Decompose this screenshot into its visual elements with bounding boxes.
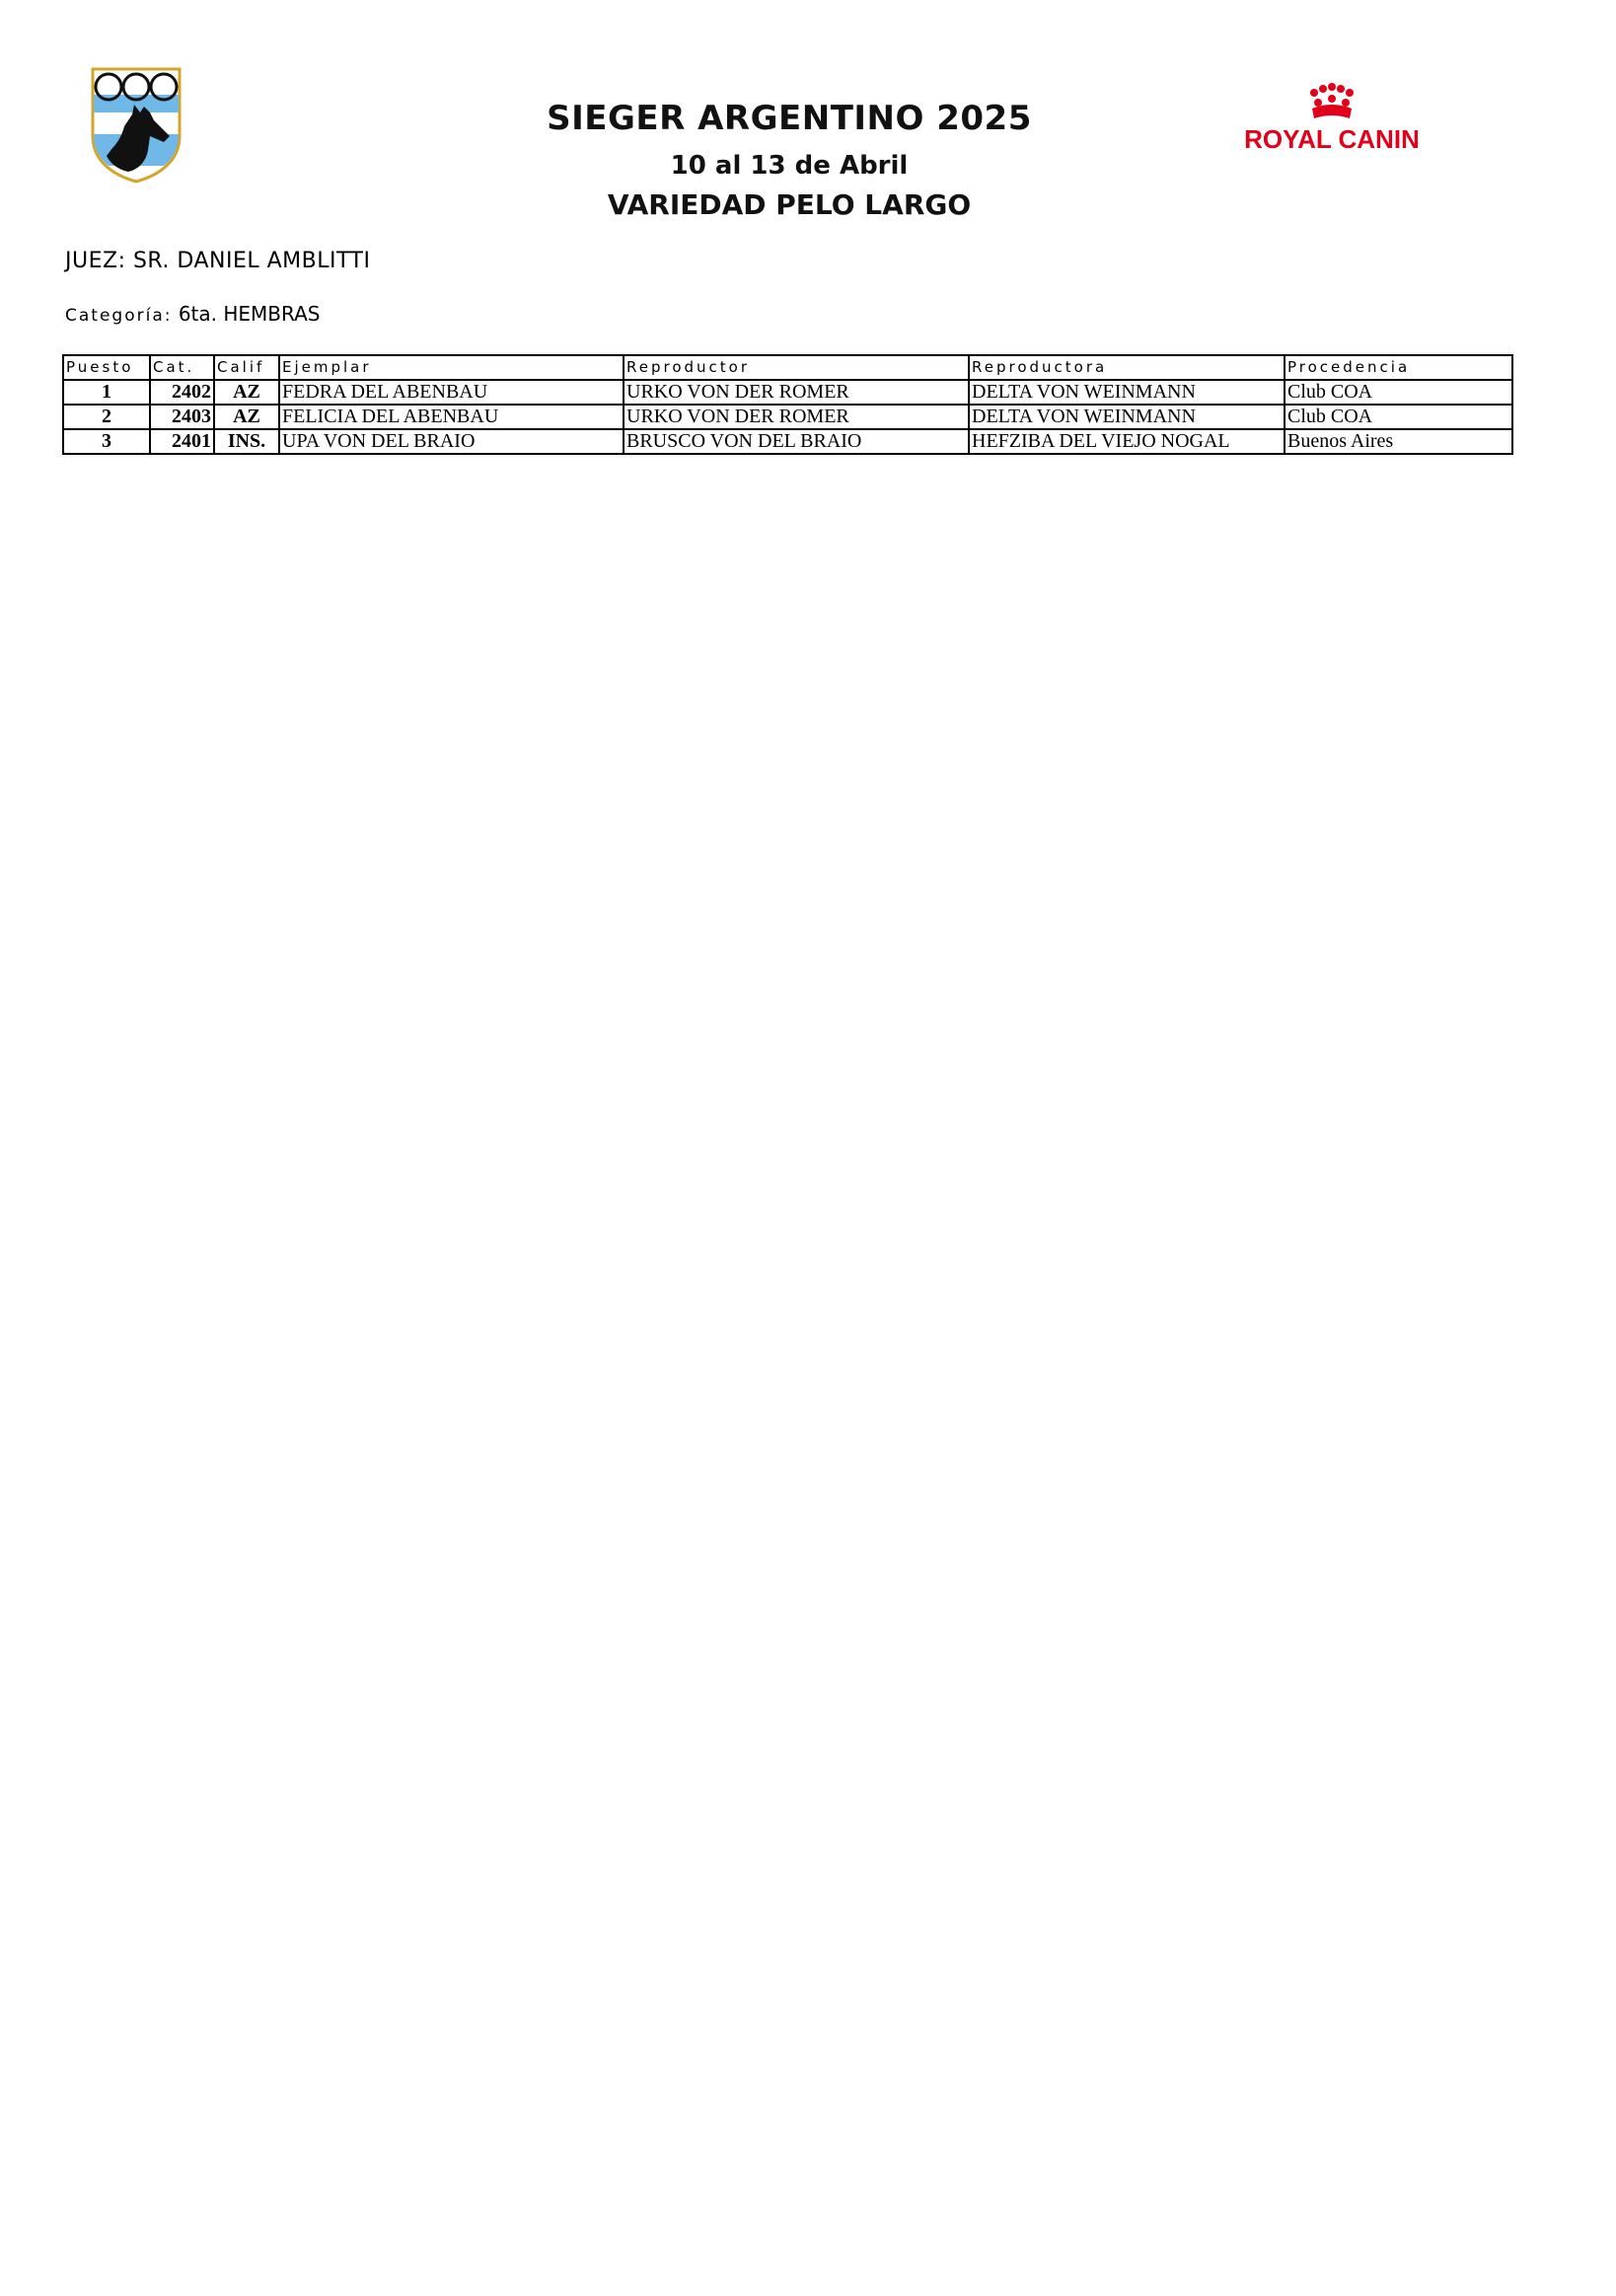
- table-row: [63, 380, 1512, 405]
- cell-procedencia: Buenos Aires: [1285, 429, 1512, 454]
- results-table: [62, 354, 1513, 455]
- col-header-procedencia: Procedencia: [1285, 355, 1512, 380]
- cell-reproductor: URKO VON DER ROMER: [624, 405, 969, 429]
- cell-reproductora: HEFZIBA DEL VIEJO NOGAL: [969, 429, 1285, 454]
- table-row: [63, 405, 1512, 429]
- category-line: [65, 302, 321, 326]
- cell-calif: INS.: [214, 429, 279, 454]
- cell-procedencia: Club COA: [1285, 405, 1512, 429]
- event-dates: 10 al 13 de Abril: [670, 151, 909, 181]
- cell-ejemplar: FELICIA DEL ABENBAU: [279, 405, 624, 429]
- cell-calif: AZ: [214, 380, 279, 405]
- sponsor-logo: [1233, 79, 1431, 168]
- crown-icon: [1310, 83, 1354, 118]
- table-row: [63, 429, 1512, 454]
- cell-cat: 2402: [150, 380, 214, 405]
- col-header-reproductora: Reproductora: [969, 355, 1285, 380]
- col-header-calif: Calif: [214, 355, 279, 380]
- cell-reproductor: BRUSCO VON DEL BRAIO: [624, 429, 969, 454]
- variety-title: VARIEDAD PELO LARGO: [607, 188, 972, 221]
- page-title: SIEGER ARGENTINO 2025: [547, 99, 1032, 138]
- cell-puesto: 1: [63, 380, 150, 405]
- cell-puesto: 2: [63, 405, 150, 429]
- cell-reproductor: URKO VON DER ROMER: [624, 380, 969, 405]
- col-header-reproductor: Reproductor: [624, 355, 969, 380]
- sponsor-wordmark: ROYAL CANIN: [1244, 124, 1420, 154]
- cell-puesto: 3: [63, 429, 150, 454]
- judge-name: JUEZ: SR. DANIEL AMBLITTI: [65, 249, 371, 273]
- cell-ejemplar: UPA VON DEL BRAIO: [279, 429, 624, 454]
- col-header-cat: Cat.: [150, 355, 214, 380]
- cell-cat: 2403: [150, 405, 214, 429]
- cell-calif: AZ: [214, 405, 279, 429]
- cell-reproductora: DELTA VON WEINMANN: [969, 380, 1285, 405]
- cell-cat: 2401: [150, 429, 214, 454]
- table-header-row: [63, 355, 1512, 380]
- col-header-puesto: Puesto: [63, 355, 150, 380]
- cell-reproductora: DELTA VON WEINMANN: [969, 405, 1285, 429]
- cell-ejemplar: FEDRA DEL ABENBAU: [279, 380, 624, 405]
- category-label: Categoría:: [65, 306, 173, 326]
- category-class: 6ta.: [178, 302, 218, 326]
- royal-canin-logo: [1233, 79, 1431, 168]
- cell-procedencia: Club COA: [1285, 380, 1512, 405]
- category-name: HEMBRAS: [223, 302, 321, 326]
- col-header-ejemplar: Ejemplar: [279, 355, 624, 380]
